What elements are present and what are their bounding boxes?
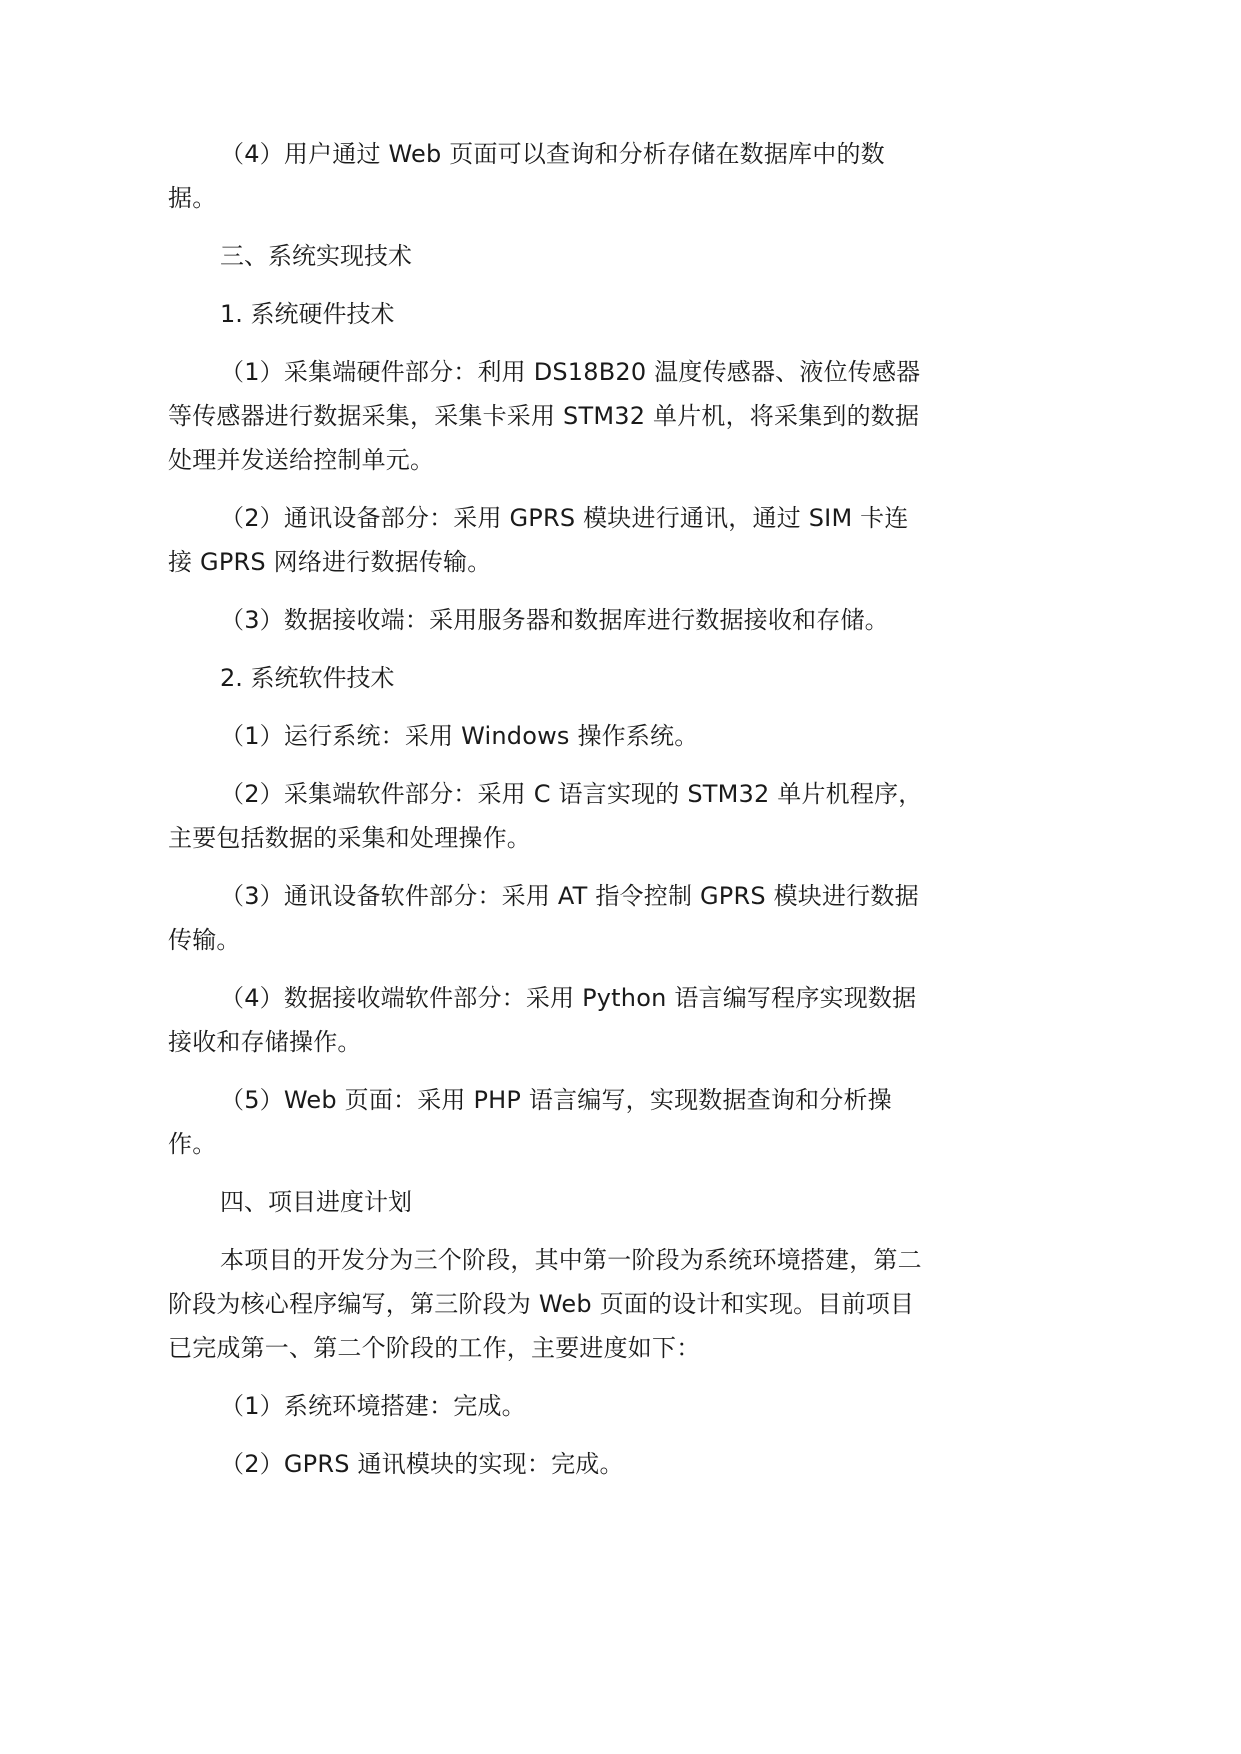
subsection-heading-software: 2. 系统软件技术 — [220, 664, 395, 692]
subsection-heading-hardware: 1. 系统硬件技术 — [220, 300, 395, 328]
paragraph-hardware-communication: （2）通讯设备部分：采用 GPRS 模块进行通讯，通过 SIM 卡连接 GPRS 网络进行数据传输。 — [168, 504, 909, 576]
paragraph-progress-gprs: （2）GPRS 通讯模块的实现：完成。 — [220, 1450, 624, 1478]
paragraph-hardware-receiver: （3）数据接收端：采用服务器和数据库进行数据接收和存储。 — [220, 606, 889, 634]
section-heading-schedule: 四、项目进度计划 — [220, 1188, 412, 1216]
paragraph-web-query: （4）用户通过 Web 页面可以查询和分析存储在数据库中的数据。 — [168, 140, 885, 212]
paragraph-software-communication: （3）通讯设备软件部分：采用 AT 指令控制 GPRS 模块进行数据传输。 — [168, 882, 919, 954]
section-heading-implementation: 三、系统实现技术 — [220, 242, 412, 270]
paragraph-hardware-collection: （1）采集端硬件部分：利用 DS18B20 温度传感器、液位传感器等传感器进行数据采集，采集卡采用 STM32 单片机，将采集到的数据处理并发送给控制单元。 — [168, 358, 921, 474]
document-body — [168, 132, 932, 1500]
paragraph-software-receiver: （4）数据接收端软件部分：采用 Python 语言编写程序实现数据接收和存储操作。 — [168, 984, 917, 1056]
paragraph-software-collection: （2）采集端软件部分：采用 C 语言实现的 STM32 单片机程序，主要包括数据的采集和处理操作。 — [168, 780, 923, 852]
paragraph-software-web: （5）Web 页面：采用 PHP 语言编写，实现数据查询和分析操作。 — [168, 1086, 892, 1158]
paragraph-progress-environment: （1）系统环境搭建：完成。 — [220, 1392, 526, 1420]
paragraph-schedule-overview: 本项目的开发分为三个阶段，其中第一阶段为系统环境搭建，第二阶段为核心程序编写，第三阶段为 Web 页面的设计和实现。目前项目已完成第一、第二个阶段的工作，主要进度如下： — [168, 1246, 922, 1362]
paragraph-software-os: （1）运行系统：采用 Windows 操作系统。 — [220, 722, 699, 750]
